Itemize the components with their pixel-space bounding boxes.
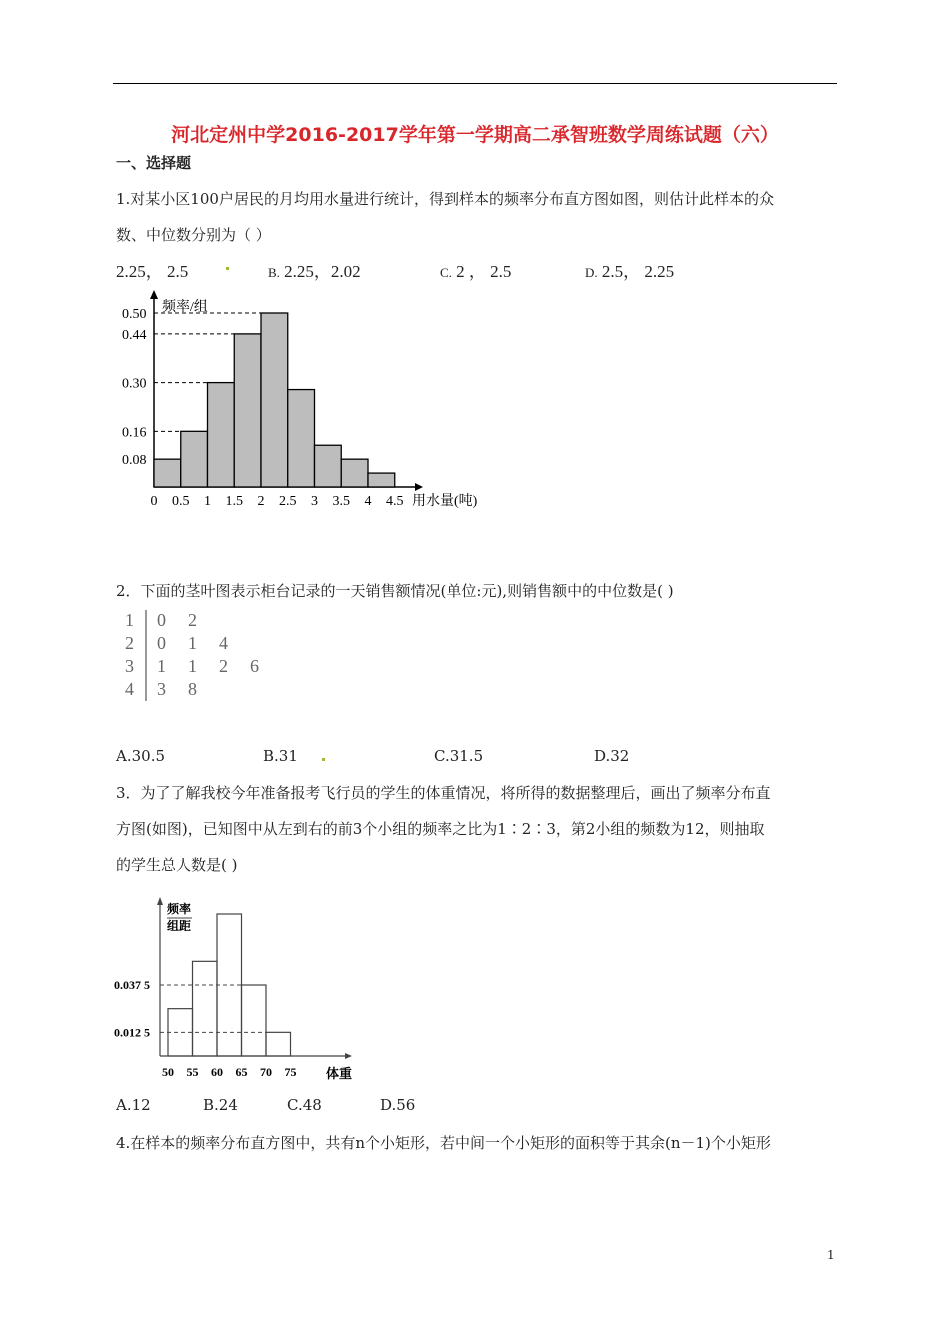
q1-option-d-value: 2.5， 2.25 <box>601 262 675 281</box>
chart1-bar <box>261 313 288 487</box>
chart2-y-arrow <box>157 897 163 905</box>
q1-option-b-value: 2.25，2.02 <box>284 262 361 281</box>
chart2-x-tick-label: 50 <box>162 1065 174 1079</box>
chart1-x-tick-label: 4 <box>364 494 372 509</box>
chart2-x-tick-label: 55 <box>186 1065 199 1079</box>
leaf-value: 1 <box>188 656 197 676</box>
chart1-x-tick-label: 2.5 <box>279 494 297 509</box>
q1-option-c <box>440 257 511 282</box>
chart1-bar <box>234 334 261 487</box>
chart1-x-tick-label: 1 <box>204 494 211 509</box>
page-title: 河北定州中学2016-2017学年第一学期高二承智班数学周练试题（六） <box>171 124 779 146</box>
leaf-value: 6 <box>250 656 259 676</box>
chart1-x-tick-label: 3 <box>311 494 318 509</box>
q1-text-line1: 1.对某小区100户居民的月均用水量进行统计，得到样本的频率分布直方图如图，则估计此样本的众 <box>116 190 774 208</box>
chart1-bars <box>154 313 395 487</box>
q3-text-line3: 的学生总人数是( ) <box>116 856 238 874</box>
q3-option-d: D.56 <box>380 1096 416 1114</box>
chart1-x-tick-label: 4.5 <box>386 494 404 509</box>
leaf-value: 2 <box>188 610 197 630</box>
chart1-x-tick-label: 2 <box>257 494 265 509</box>
chart1-y-arrow <box>150 290 158 299</box>
leaf-value: 1 <box>188 633 197 653</box>
chart2-x-ticks <box>162 1065 297 1079</box>
chart2-x-arrow <box>345 1053 352 1059</box>
q3-text-line1: 3．为了了解我校今年准备报考飞行员的学生的体重情况，将所得的数据整理后，画出了频率分布直 <box>116 784 771 802</box>
chart1-bar <box>154 459 181 487</box>
chart1-y-tick-label: 0.44 <box>122 327 147 343</box>
chart1-y-label: 频率/组 <box>162 300 208 315</box>
stem-value: 1 <box>125 610 134 630</box>
stem-value: 4 <box>125 679 134 699</box>
q1-option-c-label: C. <box>440 265 452 280</box>
chart1-x-tick-label: 1.5 <box>225 494 243 509</box>
chart2-bar <box>242 985 267 1056</box>
q2-option-d: D.32 <box>594 747 630 765</box>
leaf-value: 1 <box>157 656 166 676</box>
chart1-bar <box>181 431 208 487</box>
chart1-bar <box>368 473 395 487</box>
q3-option-a: A.12 <box>116 1096 151 1114</box>
chart1-x-tick-label: 3.5 <box>332 494 350 509</box>
q2-text-line1: 2．下面的茎叶图表示柜台记录的一天销售额情况(单位:元),则销售额中的中位数是( ) <box>116 582 674 600</box>
leaf-value: 2 <box>219 656 228 676</box>
q2-option-c: C.31.5 <box>434 747 484 765</box>
q4-text-line1: 4.在样本的频率分布直方图中，共有n个小矩形，若中间一个小矩形的面积等于其余(n－1)个小矩形 <box>116 1134 771 1152</box>
chart2-y-label-top: 频率 <box>167 902 192 916</box>
stem-value: 3 <box>125 656 134 676</box>
chart2-y-tick-label: 0.012 5 <box>114 1025 150 1040</box>
chart1-y-tick-label: 0.50 <box>122 307 147 322</box>
chart1-y-tick-label: 0.08 <box>122 453 147 469</box>
chart1-x-label: 用水量(吨) <box>412 494 478 509</box>
header-rule <box>113 83 837 84</box>
chart1-x-tick-label: 0.5 <box>172 494 190 509</box>
q1-option-c-value: 2 ， 2.5 <box>456 262 512 281</box>
chart1-bar <box>288 390 315 487</box>
chart2-x-tick-label: 60 <box>211 1065 223 1079</box>
q1-option-b-label: B. <box>268 265 280 280</box>
chart1-x-arrow <box>415 483 423 491</box>
q3-option-b: B.24 <box>203 1096 238 1114</box>
leaf-value: 4 <box>219 633 228 653</box>
stem-value: 2 <box>125 633 134 653</box>
q1-option-a: 2.25， 2.5 <box>116 262 189 281</box>
leaf-value: 0 <box>157 610 166 630</box>
q1-text-line2: 数、中位数分别为（ ） <box>116 226 271 244</box>
chart1-y-tick-label: 0.16 <box>122 425 147 441</box>
chart2-bars <box>168 914 291 1056</box>
q1-option-b <box>268 257 361 282</box>
leaf-value: 0 <box>157 633 166 653</box>
chart2-bar <box>266 1032 291 1056</box>
weight-histogram <box>110 893 370 1083</box>
page-number: 1 <box>827 1248 835 1262</box>
chart1-bar <box>315 445 342 487</box>
chart2-x-tick-label: 65 <box>235 1065 248 1079</box>
chart2-x-tick-label: 70 <box>260 1065 272 1079</box>
chart2-y-label-bottom: 组距 <box>167 919 192 933</box>
chart1-bar <box>341 459 368 487</box>
q1-option-d <box>585 257 674 282</box>
chart2-x-label: 体重 <box>326 1066 353 1081</box>
chart2-y-tick-label: 0.037 5 <box>114 978 150 992</box>
stray-dot-2 <box>322 758 325 761</box>
chart2-bar <box>193 961 218 1056</box>
leaf-value: 8 <box>188 679 197 699</box>
q1-option-d-label: D. <box>585 265 598 280</box>
chart1-y-ticks <box>122 307 147 468</box>
chart2-y-ticks <box>114 978 150 1039</box>
leaf-value: 3 <box>157 679 166 699</box>
chart1-x-ticks <box>151 494 404 509</box>
section-heading: 一、选择题 <box>116 154 192 172</box>
chart2-x-tick-label: 75 <box>284 1065 297 1079</box>
chart1-bar <box>208 383 235 487</box>
chart1-x-tick-label: 0 <box>150 494 158 509</box>
q2-option-b: B.31 <box>263 747 298 765</box>
stray-dot <box>226 267 229 270</box>
chart1-y-tick-label: 0.30 <box>122 376 147 392</box>
q3-text-line2: 方图(如图)，已知图中从左到右的前3个小组的频率之比为1∶2∶3，第2小组的频数为12，则抽取 <box>116 820 765 838</box>
stem-leaf-plot <box>115 608 285 708</box>
q2-option-a: A.30.5 <box>116 747 165 765</box>
water-usage-histogram <box>110 285 490 515</box>
q3-option-c: C.48 <box>287 1096 322 1114</box>
